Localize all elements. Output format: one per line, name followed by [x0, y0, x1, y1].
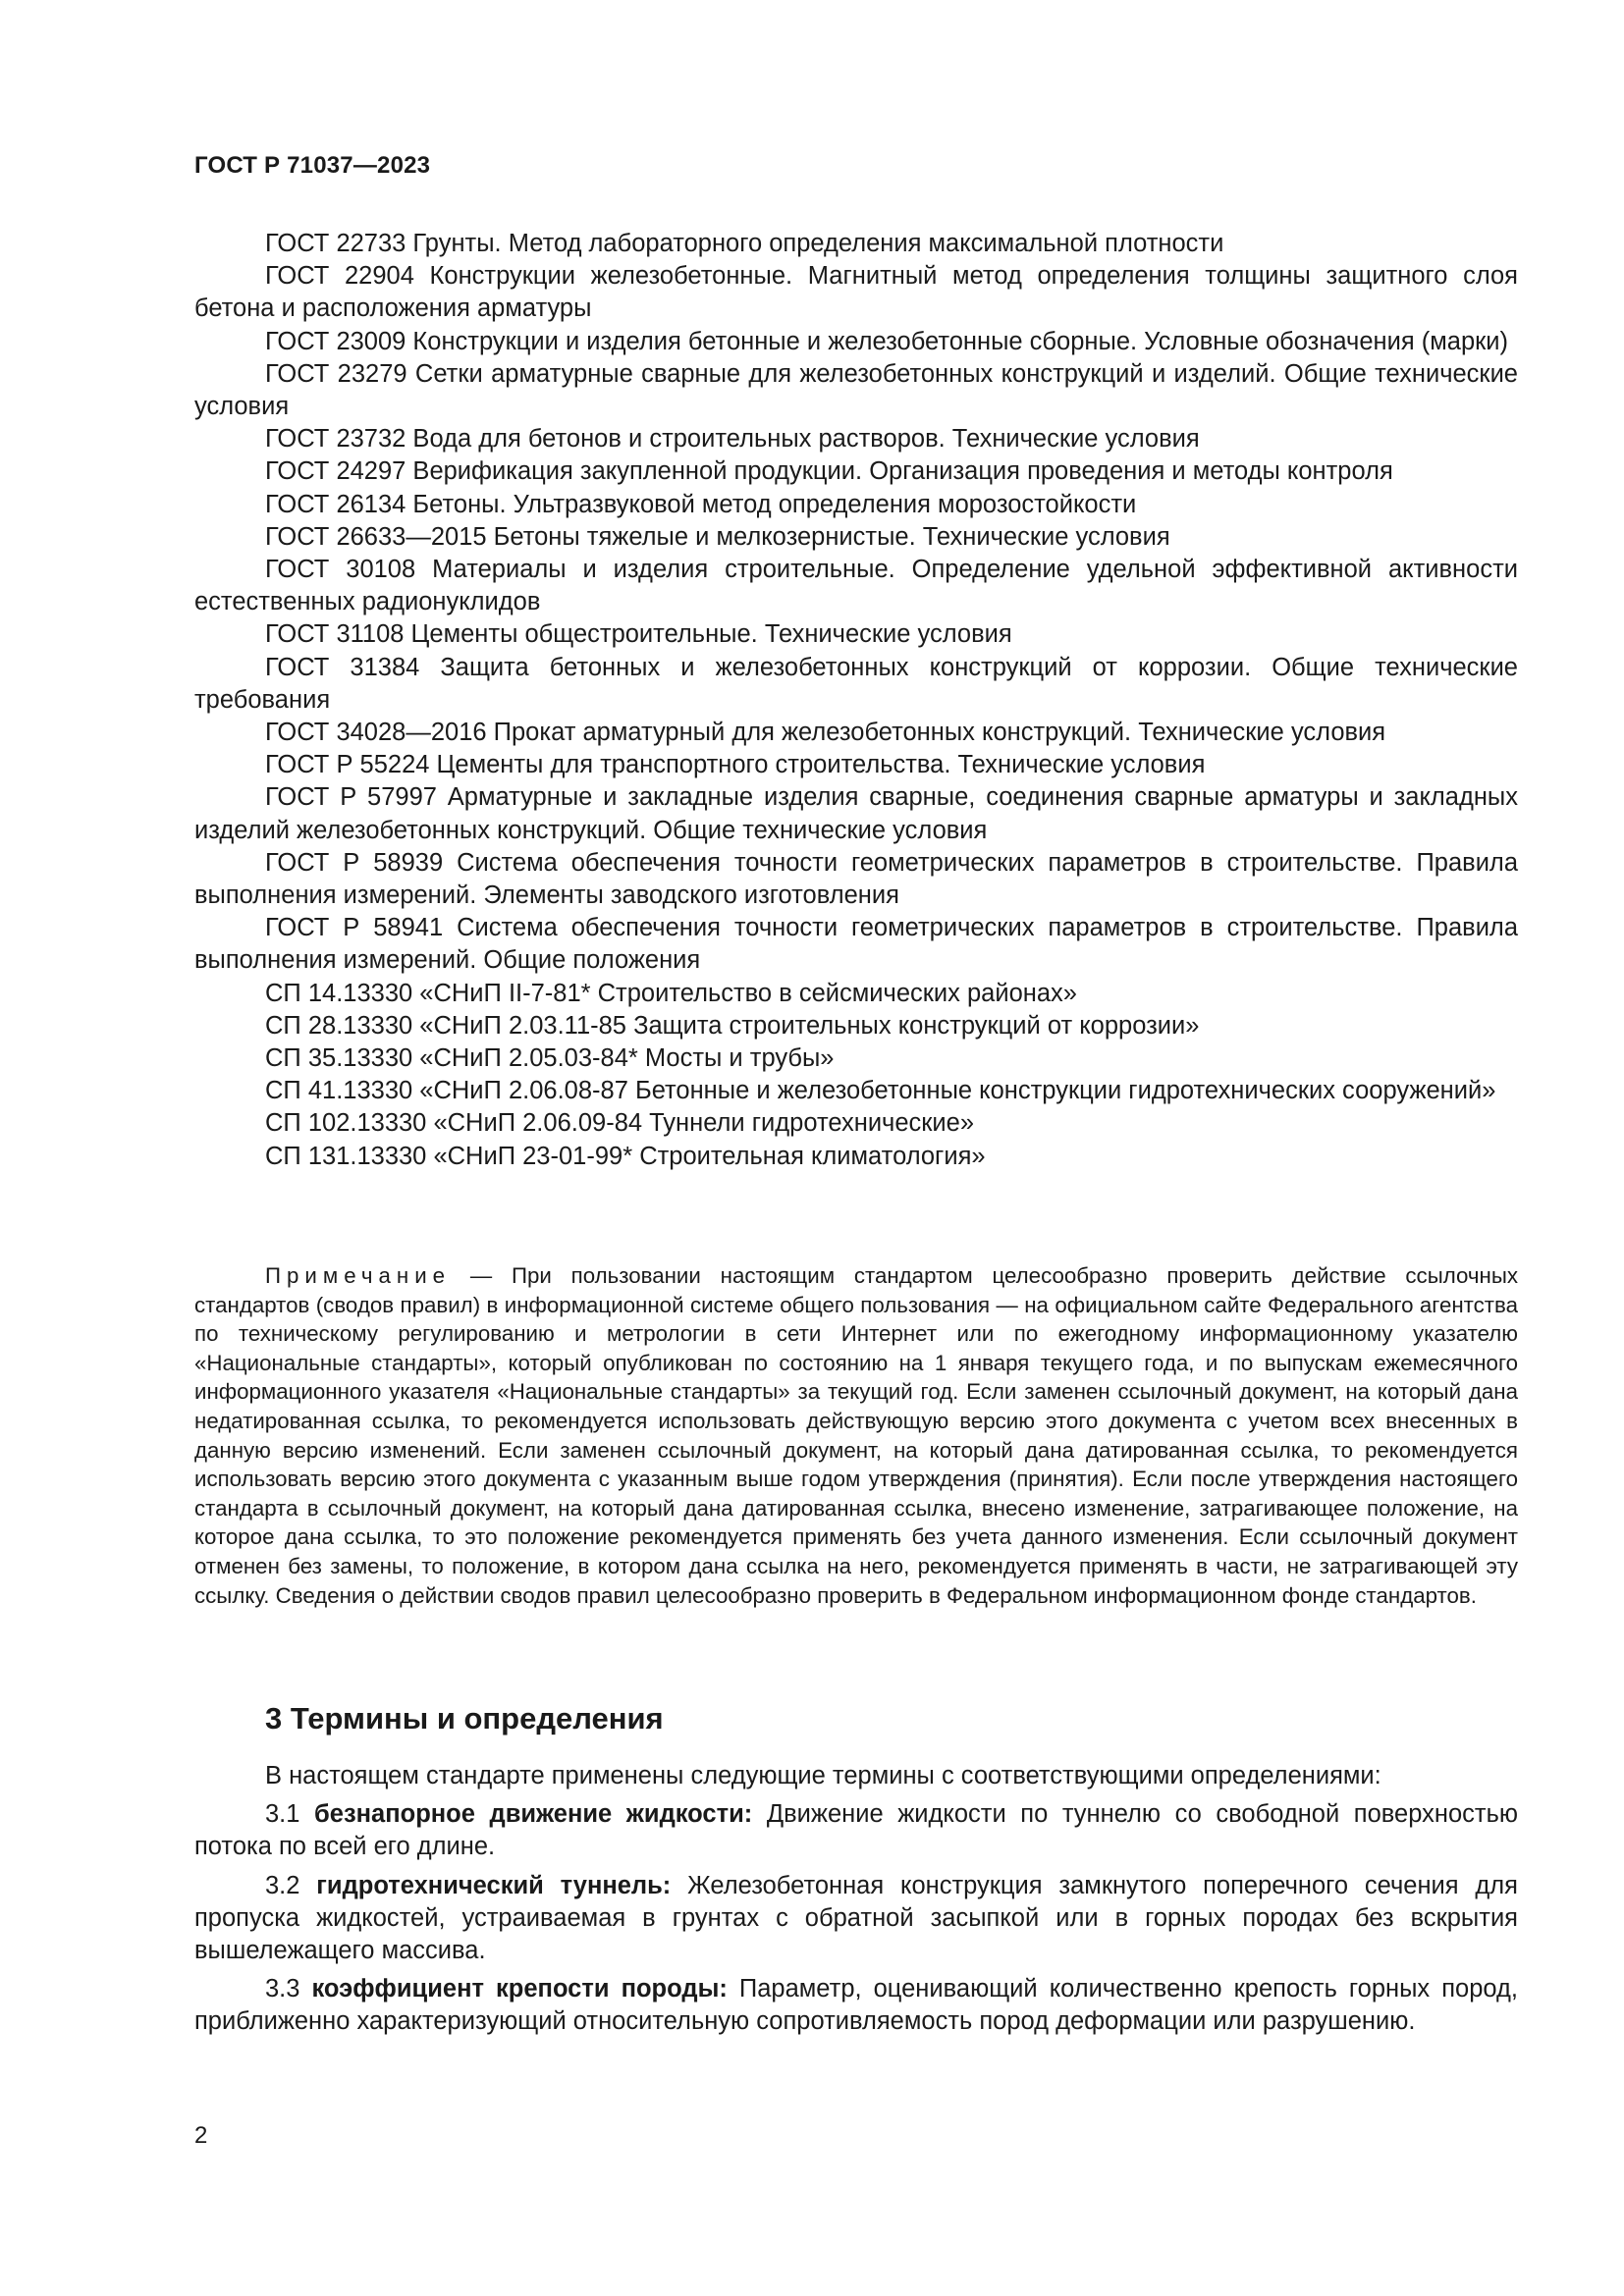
reference-item: ГОСТ 26134 Бетоны. Ультразвуковой метод определения морозостойкости — [265, 490, 1137, 518]
reference-item: СП 41.13330 «СНиП 2.06.08-87 Бетонные и железобетонные конструкции гидротехнических сооружений» — [265, 1077, 1496, 1105]
reference-item: ГОСТ 26633—2015 Бетоны тяжелые и мелкозернистые. Технические условия — [265, 522, 1170, 551]
page-number: 2 — [194, 2122, 208, 2149]
terms-intro: В настоящем стандарте применены следующие термины с соответствующими определениями: — [265, 1762, 1381, 1789]
reference-item: СП 131.13330 «СНиП 23-01-99* Строительная климатология» — [265, 1142, 986, 1170]
term-definition: Параметр, оценивающий количественно крепость горных пород, приближенно характеризующий относительную сопротивляемость пород деформации или разрушению. — [194, 1975, 1518, 2036]
term-entry — [194, 1973, 1518, 2038]
reference-item: ГОСТ 22733 Грунты. Метод лабораторного определения максимальной плотности — [265, 230, 1224, 257]
terms-section — [194, 1760, 1518, 2039]
reference-item: ГОСТ 34028—2016 Прокат арматурный для железобетонных конструкций. Технические условия — [265, 719, 1386, 747]
reference-item: ГОСТ 30108 Материалы и изделия строительные. Определение удельной эффективной активности естественных радионуклидов — [194, 556, 1518, 616]
term-number: 3.1 — [265, 1800, 315, 1829]
term-number: 3.3 — [265, 1975, 312, 2003]
reference-item: ГОСТ 23009 Конструкции и изделия бетонные и железобетонные сборные. Условные обозначения (марки) — [265, 327, 1509, 355]
normative-references-list — [194, 228, 1518, 1173]
reference-item: СП 14.13330 «СНиП II-7-81* Строительство в сейсмических районах» — [265, 979, 1077, 1007]
term-entry — [194, 1798, 1518, 1863]
reference-item: ГОСТ 24297 Верификация закупленной продукции. Организация проведения и методы контроля — [265, 457, 1393, 486]
term-name: коэффициент крепости породы: — [311, 1975, 728, 2003]
reference-item: СП 102.13330 «СНиП 2.06.09-84 Туннели гидротехнические» — [265, 1109, 975, 1138]
reference-item: ГОСТ 23279 Сетки арматурные сварные для железобетонных конструкций и изделий. Общие технические условия — [194, 359, 1518, 421]
reference-item: ГОСТ Р 55224 Цементы для транспортного строительства. Технические условия — [265, 751, 1206, 779]
reference-item: СП 35.13330 «СНиП 2.05.03-84* Мосты и трубы» — [265, 1044, 835, 1073]
reference-item: ГОСТ 22904 Конструкции железобетонные. Магнитный метод определения толщины защитного слоя бетона и расположения арматуры — [194, 262, 1518, 323]
term-name: гидротехнический туннель: — [316, 1871, 672, 1899]
note-text: — При пользовании настоящим стандартом целесообразно проверить действие ссылочных стандартов (сводов правил) в информационной системе общего пользования — на официальном сайте Федерального агентства по техническому регулированию и метрологии в сети Интернет или по ежегодному информационному указателю «Национальные стандарты», который опубликован по состоянию на 1 января текущего года, и по выпускам ежемесячного информационного указателя «Национальные стандарты» за текущий год. Если заменен ссылочный документ, на который дана недатированная ссылка, то рекомендуется использовать действующую версию этого документа с учетом всех внесенных в данную версию изменений. Если заменен ссылочный документ, на который дана датированная ссылка, то рекомендуется использовать версию этого документа с указанным выше годом утверждения (принятия). Если после утверждения настоящего стандарта в ссылочный документ, на который дана датированная ссылка, внесено изменение, затрагивающее положение, на которое дана ссылка, то это положение рекомендуется применять без учета данного изменения. Если ссылочный документ отменен без замены, то положение, в котором дана ссылка на него, рекомендуется применять в части, не затрагивающей эту ссылку. Сведения о действии сводов правил целесообразно проверить в Федеральном информационном фонде стандартов. — [194, 1263, 1518, 1608]
term-definition: Железобетонная конструкция замкнутого поперечного сечения для пропуска жидкостей, устраиваемая в грунтах с обратной засыпкой или в горных породах без вскрытия вышележащего массива. — [194, 1871, 1518, 1965]
reference-item: ГОСТ 23732 Вода для бетонов и строительных растворов. Технические условия — [265, 425, 1200, 454]
reference-item: ГОСТ 31108 Цементы общестроительные. Технические условия — [265, 620, 1012, 649]
section-title: 3 Термины и определения — [265, 1701, 664, 1735]
reference-item: СП 28.13330 «СНиП 2.03.11-85 Защита строительных конструкций от коррозии» — [265, 1011, 1200, 1040]
note-label: Примечание — [265, 1263, 452, 1288]
reference-item: ГОСТ Р 57997 Арматурные и закладные изделия сварные, соединения сварные арматуры и закладных изделий железобетонных конструкций. Общие технические условия — [194, 783, 1518, 844]
term-definition: Движение жидкости по туннелю со свободной поверхностью потока по всей его длине. — [194, 1800, 1518, 1861]
term-entry — [194, 1870, 1518, 1968]
term-name: безнапорное движение жидкости: — [314, 1800, 753, 1829]
document-code-header: ГОСТ Р 71037—2023 — [194, 152, 431, 179]
reference-item: ГОСТ Р 58941 Система обеспечения точности геометрических параметров в строительстве. Правила выполнения измерений. Общие положения — [194, 914, 1518, 975]
term-number: 3.2 — [265, 1871, 317, 1899]
references-note — [194, 1261, 1518, 1610]
reference-item: ГОСТ 31384 Защита бетонных и железобетонных конструкций от коррозии. Общие технические требования — [194, 653, 1518, 714]
reference-item: ГОСТ Р 58939 Система обеспечения точности геометрических параметров в строительстве. Правила выполнения измерений. Элементы заводского изготовления — [194, 848, 1518, 910]
